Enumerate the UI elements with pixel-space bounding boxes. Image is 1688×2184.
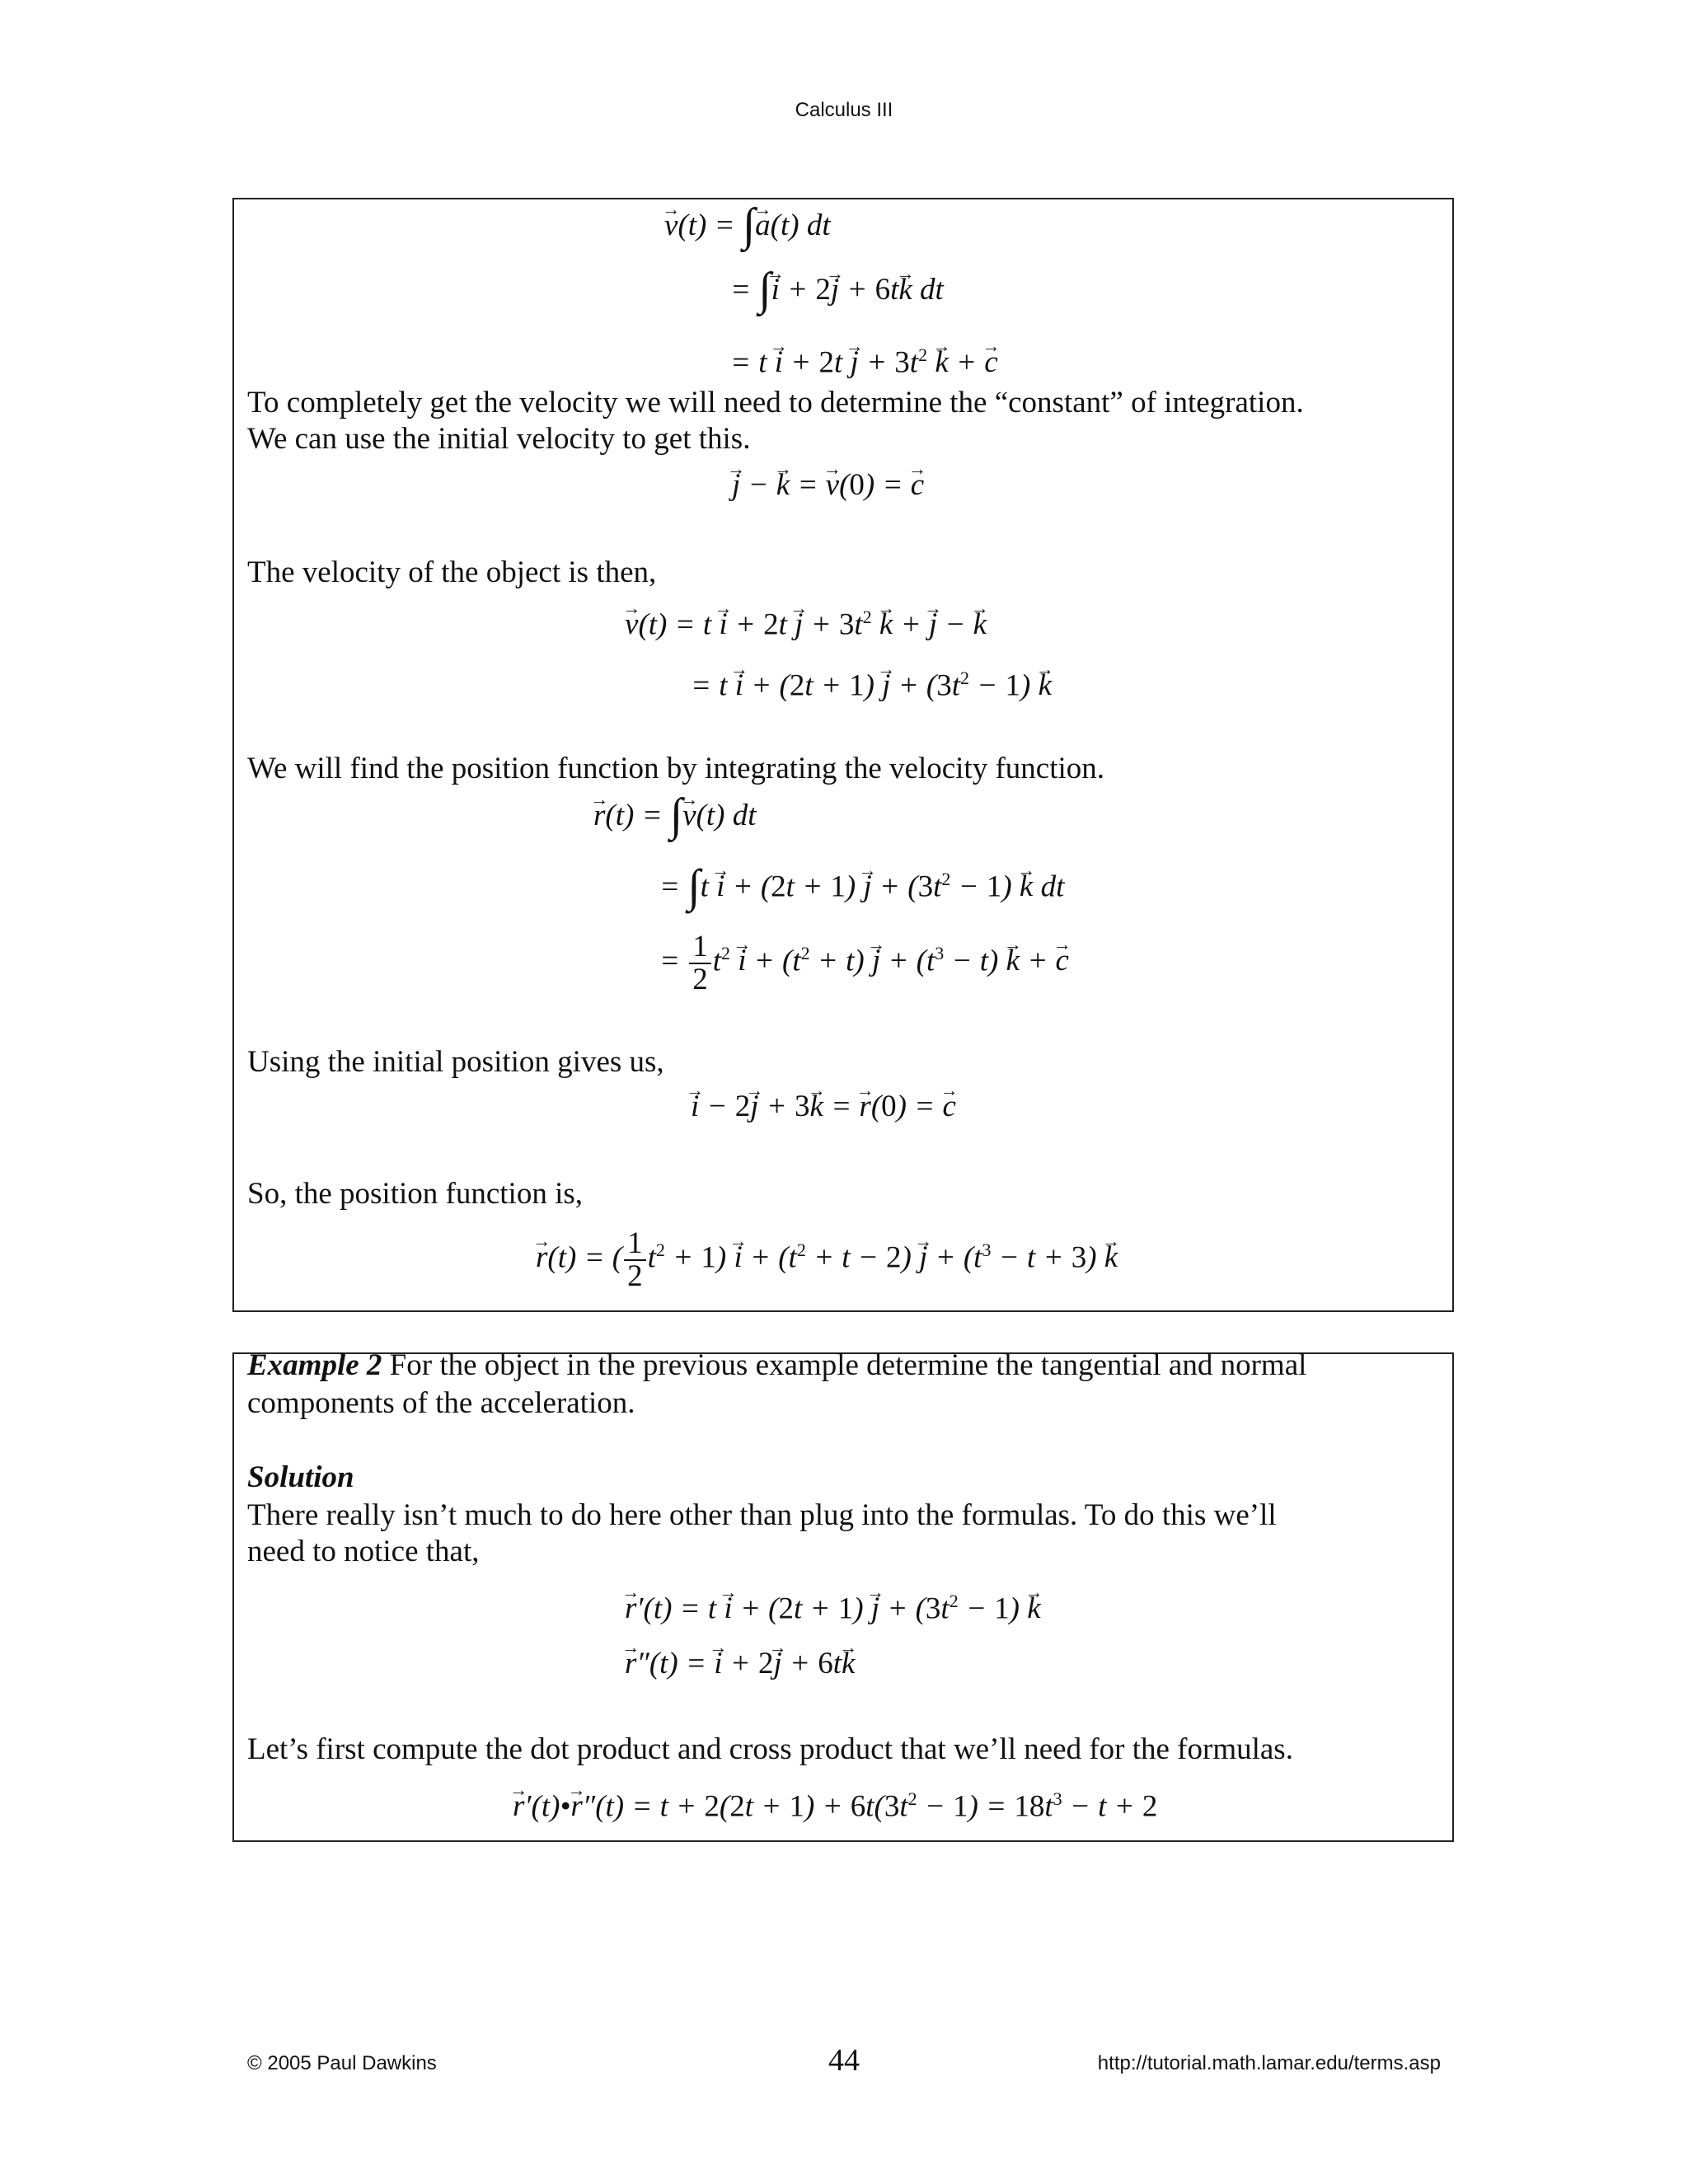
footer-url: http://tutorial.math.lamar.edu/terms.asp (1097, 2052, 1441, 2074)
equation-position-integral-3: = $\frac{1}{2}$ $t^2 \to i + (t^2 + t) \to j + (t^3 - t) \to k$ + → c (659, 931, 1069, 996)
equation-velocity-integral-1: → v(t) = ∫→ a(t) dt (664, 206, 831, 245)
example-text: For the object in the previous example determine the tangential and normal (389, 1348, 1307, 1382)
paragraph: Let’s first compute the dot product and cross product that we’ll need for the formulas. (247, 1732, 1293, 1766)
equation-velocity-1: → $v(t) = t \to i + 2t \to j + 3t^2 \to k$ + → j − → k (625, 598, 987, 644)
page-number: 44 (828, 2043, 860, 2078)
solution-label: Solution (247, 1460, 354, 1494)
equation-velocity-2: = $t \to i + (2t + 1) \to j + (3t^2 - 1) \to k$ (691, 659, 1052, 705)
paragraph: We can use the initial velocity to get this. (247, 422, 751, 456)
example-2-heading-line (247, 1347, 1306, 1385)
equation-initial-position: → i − 2→ j + 3→ k = → r(0) = → c (691, 1088, 956, 1126)
equation-position-final: → r(t) = ( $\frac{1}{2}$ $t^2 + 1) \to i + (t^2 + t - 2) \to j + (t^3 - t + 3) \to k$ (536, 1228, 1118, 1292)
equation-velocity-integral-2: = ∫→ i + 2→ j + 6t→ k dt (730, 270, 944, 309)
equation-position-integral-2: = $\int t \to i + (2t + 1) \to j + (3t^2 - 1) \to k$ dt (659, 860, 1064, 906)
page-header: Calculus III (795, 99, 893, 121)
example-label: Example 2 (247, 1348, 382, 1382)
paragraph: need to notice that, (247, 1535, 480, 1568)
equation-initial-velocity: → j − → k = → v(0) = → c (732, 466, 924, 504)
paragraph: We will find the position function by integrating the velocity function. (247, 752, 1105, 785)
equation-position-integral-1: → r(t) = ∫→ v(t) dt (593, 796, 757, 835)
equation-r-prime: → $r'(t) = t \to i + (2t + 1) \to j + (3t^2 - 1) \to k$ (625, 1582, 1041, 1628)
paragraph: So, the position function is, (247, 1177, 583, 1211)
paragraph: There really isn’t much to do here other than plug into the formulas. To do this we’ll (247, 1498, 1277, 1532)
equation-r-double-prime: → r″(t) = → i + 2→ j + 6t→ k (625, 1645, 855, 1683)
footer-copyright: © 2005 Paul Dawkins (247, 2052, 437, 2074)
paragraph: The velocity of the object is then, (247, 555, 657, 589)
equation-dot-product: → r′(t)•→ $r''(t) = t + 2(2t + 1) + 6t(3t^2 - 1) = 18t^3 - t + 2$ (513, 1780, 1157, 1825)
paragraph: Using the initial position gives us, (247, 1045, 664, 1079)
equation-velocity-integral-3: = $t \to i + 2t \to j + 3t^2 \to k$ + → c (730, 336, 998, 382)
paragraph: components of the acceleration. (247, 1386, 635, 1420)
paragraph: To completely get the velocity we will need to determine the “constant” of integration. (247, 386, 1304, 419)
